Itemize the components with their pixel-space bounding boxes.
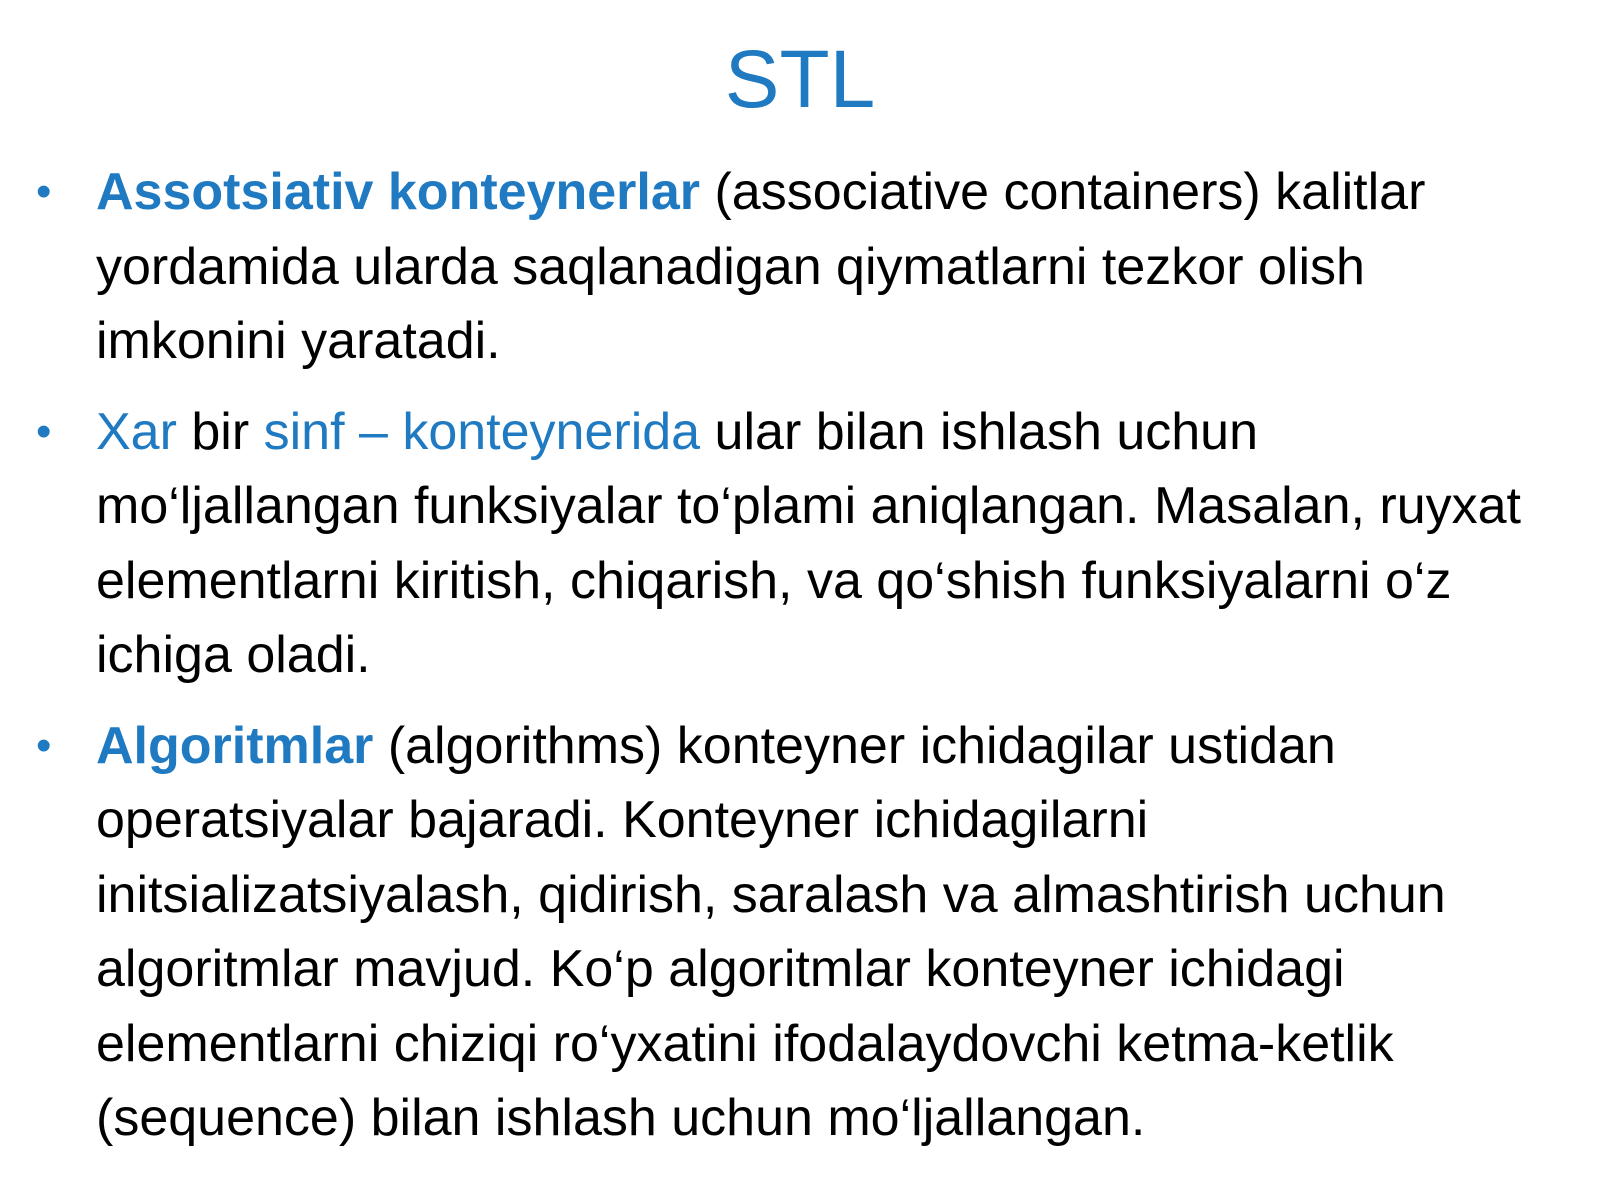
bullet-dot-icon: • bbox=[36, 406, 52, 456]
bullet-dot-icon: • bbox=[36, 720, 52, 770]
bullet-item-algorithms bbox=[30, 709, 1565, 1156]
bullet-text: bir bbox=[176, 402, 264, 461]
bullet-text: (algorithms) konteyner ichidagilar ustidan operatsiyalar bajaradi. Konteyner ichidagilarni initsializatsiyalash, qidirish, saralash va almashtirish uchun algoritmlar mavjud. Ko‘p algoritmlar konteyner ichidagi elementlarni chiziqi ro‘yxatini ifodalaydovchi ketma-ketlik (sequence) bilan ishlash uchun mo‘ljallangan. bbox=[96, 716, 1446, 1147]
bullet-dot-icon: • bbox=[36, 167, 52, 216]
term-associative-containers: Assotsiativ konteynerlar bbox=[96, 163, 701, 221]
bullet-list bbox=[30, 155, 1565, 1172]
term-class-container: sinf – konteynerida bbox=[263, 402, 701, 461]
bullet-text: ular bilan ishlash uchun mo‘ljallangan funksiyalar to‘plami aniqlangan. Masalan, ruyxat elementlarni kiritish, chiqarish, va qo‘shish funksiyalarni o‘z ichiga oladi. bbox=[96, 402, 1521, 684]
bullet-item-associative-containers bbox=[30, 155, 1565, 379]
slide-title: STL bbox=[724, 34, 876, 125]
bullet-text: (associative containers) kalitlar yordamida ularda saqlanadigan qiymatlarni tezkor olish imkonini yaratadi. bbox=[96, 163, 1426, 370]
term-xar: Xar bbox=[96, 402, 177, 461]
bullet-item-class-container bbox=[30, 395, 1565, 693]
term-algorithms: Algoritmlar bbox=[96, 716, 374, 775]
